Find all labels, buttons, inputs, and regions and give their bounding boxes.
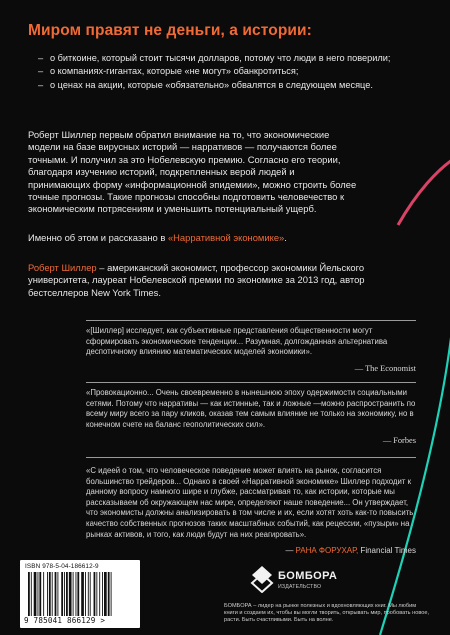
bombora-logo-icon bbox=[250, 565, 274, 593]
author-name: Роберт Шиллер bbox=[28, 262, 97, 273]
quote-divider bbox=[86, 457, 416, 458]
publisher-name: БОМБОРА bbox=[278, 570, 338, 582]
barcode-bar bbox=[34, 572, 37, 616]
mention-suffix: . bbox=[284, 232, 287, 243]
barcode-bar bbox=[108, 572, 110, 616]
quote-text: «С идеей о том, что человеческое поведение может влиять на рынок, согласится большинство трейдеров... Однако в своей «Нарративной экономике» Шиллер подходит к данному вопросу намного шире и глубже, рассматривая то, как истории, которые мы рассказываем об окружающем нас мире, определяют наше поведение... Он утверждает, что экономисты должны анализировать в том числе и их, если хотят хоть как-то повысить качество собственных прогнозов таких масштабных событий, как рецессии, «пузыри» на рынках активов, и того, как люди будут на них реагировать». bbox=[86, 466, 414, 539]
isbn-number: ISBN 978-5-04-186612-9 bbox=[25, 563, 99, 570]
isbn-barcode bbox=[20, 560, 140, 628]
mention-prefix: Именно об этом и рассказано в bbox=[28, 232, 168, 243]
bullet-item bbox=[38, 79, 418, 91]
source-dash: — bbox=[382, 436, 392, 446]
pink-arc bbox=[398, 160, 450, 225]
barcode-bar bbox=[49, 572, 51, 616]
review-quote bbox=[86, 466, 416, 557]
bullet-dash: – bbox=[38, 79, 44, 90]
quote-text: «Провокационно... Очень своевременно в нынешнюю эпоху одержимости социальными сетями. Потому что нарративы — как истинные, так и ложные —можно распространить по всему миру всего за пару кликов, оказав тем самым влияние не только на экономику, но в конечном счете на баланс геополитических сил». bbox=[86, 388, 416, 429]
barcode-bar bbox=[61, 572, 63, 616]
barcode-bar bbox=[47, 572, 48, 616]
publisher-note: БОМБОРА – лидер на рынке полезных и вдохновляющих книг. Мы любим книги и создаем их, чтобы вы могли творить, открывать мир, пробовать новое, расти. Быть счастливыми. Быть на волне. bbox=[224, 603, 430, 624]
bullet-list bbox=[38, 52, 418, 92]
quote-source bbox=[86, 364, 416, 375]
bullet-item bbox=[38, 65, 418, 77]
barcode-bar bbox=[69, 572, 72, 616]
quote-divider bbox=[86, 382, 416, 383]
barcode-bar bbox=[57, 572, 58, 616]
review-quote bbox=[86, 388, 416, 447]
barcode-bar bbox=[104, 572, 107, 616]
barcode-bar bbox=[28, 572, 30, 616]
barcode-bar bbox=[77, 572, 79, 616]
review-quote bbox=[86, 326, 416, 374]
barcode-bar bbox=[85, 572, 86, 616]
barcode-bar bbox=[94, 572, 96, 616]
bullet-text: о ценах на акции, которые «обязательно» обвалятся в следующем месяце. bbox=[50, 79, 373, 90]
description-paragraph: Роберт Шиллер первым обратил внимание на то, что экономические модели на базе вирусных историй — нарративов — получаются более точными. И получил за это Нобелевскую премию. Согласно его теории, благодаря изучению историй, подкрепленных верой людей и принимающих форму «информационной эпидемии», можно строить более точные прогнозы. Такие прогнозы способны подготовить человечество к экономическим потрясениям и уменьшить потенциальный ущерб. bbox=[28, 129, 357, 215]
quote-divider bbox=[86, 320, 416, 321]
source-name: РАНА ФОРУХАР, bbox=[295, 546, 359, 556]
barcode-bar bbox=[39, 572, 41, 616]
source-name: Forbes bbox=[393, 436, 416, 446]
barcode-icon bbox=[28, 572, 132, 616]
barcode-bar bbox=[102, 572, 103, 616]
barcode-bar bbox=[55, 572, 57, 616]
source-name: The Economist bbox=[365, 363, 416, 373]
barcode-digits: 9 785041 866129 > bbox=[24, 616, 106, 625]
source-publication: Financial Times bbox=[358, 546, 416, 556]
barcode-bar bbox=[43, 572, 44, 616]
barcode-bar bbox=[52, 572, 53, 616]
barcode-bar bbox=[76, 572, 77, 616]
headline: Миром правят не деньги, а истории: bbox=[28, 22, 312, 39]
barcode-bar bbox=[88, 572, 89, 616]
quote-source bbox=[86, 436, 416, 447]
book-mention-paragraph bbox=[28, 232, 358, 244]
barcode-bar bbox=[81, 572, 84, 616]
barcode-bar bbox=[38, 572, 39, 616]
barcode-bar bbox=[73, 572, 74, 616]
quote-text: «[Шиллер] исследует, как субъективные представления общественности могут сформировать экономические тенденции... Разумная, долгожданная альтернатива деспотичному влиянию математических моделей экономики». bbox=[86, 326, 388, 357]
source-dash: — bbox=[354, 363, 364, 373]
author-bio-paragraph bbox=[28, 262, 373, 299]
barcode-bar bbox=[99, 572, 100, 616]
book-title-highlight: «Нарративной экономике» bbox=[167, 232, 285, 243]
bullet-text: о компаниях-гигантах, которые «не могут» обанкротиться; bbox=[50, 66, 299, 77]
bullet-item bbox=[38, 52, 418, 64]
source-dash: — bbox=[285, 546, 294, 556]
bullet-dash: – bbox=[38, 53, 44, 63]
barcode-bar bbox=[111, 572, 112, 616]
author-bio: – американский экономист, профессор экономики Йельского университета, лауреат Нобелевской премии по экономике за 2013 год, автор бестселлеров New York Times. bbox=[28, 262, 365, 298]
publisher-tagline: ИЗДАТЕЛЬСТВО bbox=[278, 584, 322, 590]
bullet-text: о биткоине, который стоит тысячи долларов, потому что люди в него поверили; bbox=[50, 53, 391, 63]
barcode-bar bbox=[66, 572, 68, 616]
barcode-bar bbox=[96, 572, 97, 616]
barcode-bar bbox=[90, 572, 91, 616]
barcode-bar bbox=[64, 572, 65, 616]
quote-source bbox=[86, 546, 416, 557]
barcode-bar bbox=[31, 572, 32, 616]
bullet-dash: – bbox=[38, 66, 44, 77]
